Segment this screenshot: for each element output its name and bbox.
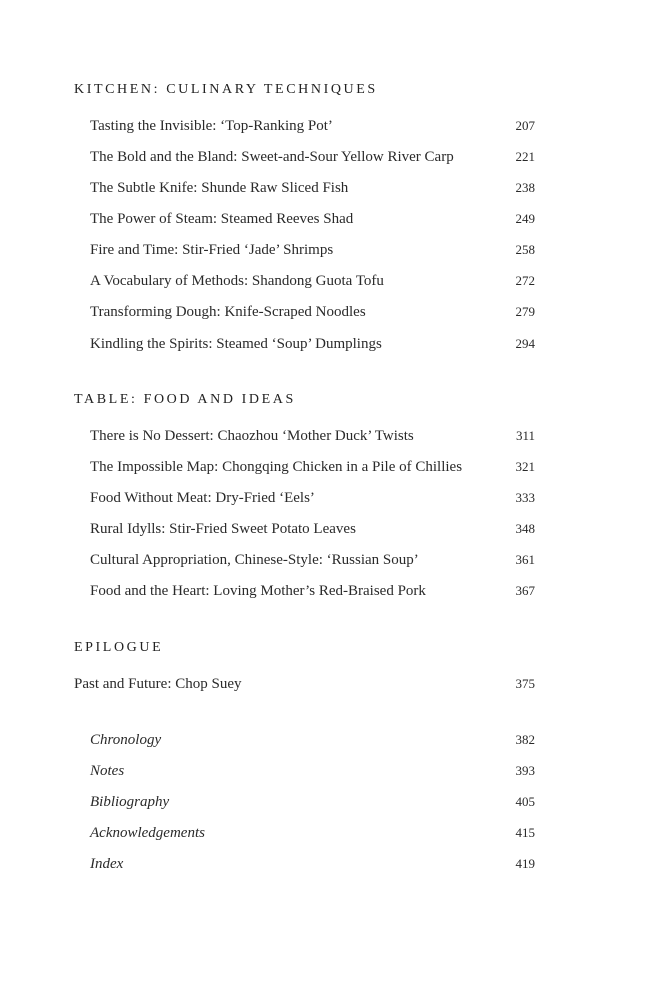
toc-entry-title: Cultural Appropriation, Chinese-Style: ‘Russian Soup’ [90,552,419,568]
toc-entry[interactable] [90,273,535,297]
toc-entry-page: 279 [515,304,535,319]
toc-entry[interactable] [90,583,535,607]
toc-entry[interactable] [90,149,535,173]
toc-entry-page: 207 [515,118,535,133]
toc-entry-title: The Bold and the Bland: Sweet-and-Sour Yellow River Carp [90,149,454,165]
toc-entry-title: The Subtle Knife: Shunde Raw Sliced Fish [90,180,349,196]
toc-entry-title: Tasting the Invisible: ‘Top-Ranking Pot’ [90,118,333,134]
toc-entry-title: The Power of Steam: Steamed Reeves Shad [90,211,354,227]
toc-entry-page: 238 [515,180,535,195]
toc-entry-title: A Vocabulary of Methods: Shandong Guota Tofu [90,273,384,289]
back-matter-entry[interactable] [90,825,535,849]
toc-entry-page: 375 [515,676,535,691]
toc-entry[interactable] [90,242,535,266]
toc-entry[interactable] [90,552,535,576]
back-matter-entry[interactable] [90,732,535,756]
toc-entry-page: 221 [515,149,535,164]
section-heading-table: TABLE: FOOD AND IDEAS [74,392,296,407]
toc-entry-title: Food Without Meat: Dry-Fried ‘Eels’ [90,490,315,506]
toc-entry-title: Rural Idylls: Stir-Fried Sweet Potato Leaves [90,521,356,537]
toc-entry-page: 321 [515,459,535,474]
toc-entry-page: 348 [515,521,535,536]
toc-entry[interactable] [90,180,535,204]
toc-entry[interactable] [90,490,535,514]
back-matter-page: 405 [515,794,535,809]
back-matter-entry[interactable] [90,794,535,818]
toc-entry[interactable] [90,521,535,545]
toc-entry-title: Food and the Heart: Loving Mother’s Red-Braised Pork [90,583,426,599]
back-matter-page: 419 [515,856,535,871]
section-heading-kitchen: KITCHEN: CULINARY TECHNIQUES [74,82,378,97]
toc-entry-page: 294 [515,336,535,351]
toc-entry-page: 361 [515,552,535,567]
back-matter-title: Notes [90,763,125,779]
back-matter-title: Chronology [90,732,162,748]
toc-entry[interactable] [74,676,535,700]
toc-entry[interactable] [90,428,535,452]
toc-entry-page: 333 [515,490,535,505]
toc-entry-page: 249 [515,211,535,226]
toc-entry-title: Fire and Time: Stir-Fried ‘Jade’ Shrimps [90,242,334,258]
toc-entry-page: 272 [515,273,535,288]
back-matter-page: 382 [515,732,535,747]
toc-entry[interactable] [90,304,535,328]
toc-entry-title: Past and Future: Chop Suey [74,676,242,692]
toc-entry[interactable] [90,336,535,360]
back-matter-page: 393 [515,763,535,778]
toc-entry-page: 367 [515,583,535,598]
toc-entry-page: 258 [515,242,535,257]
toc-entry[interactable] [90,211,535,235]
toc-entry-title: The Impossible Map: Chongqing Chicken in a Pile of Chillies [90,459,463,475]
toc-entry[interactable] [90,118,535,142]
toc-entry-page: 311 [515,428,535,443]
toc-entry[interactable] [90,459,535,483]
toc-entry-title: There is No Dessert: Chaozhou ‘Mother Duck’ Twists [90,428,414,444]
section-heading-epilogue: EPILOGUE [74,640,164,655]
toc-entry-title: Transforming Dough: Knife-Scraped Noodles [90,304,366,320]
back-matter-title: Index [90,856,124,872]
back-matter-title: Acknowledgements [90,825,205,841]
toc-entry-title: Kindling the Spirits: Steamed ‘Soup’ Dumplings [90,336,382,352]
back-matter-entry[interactable] [90,763,535,787]
back-matter-entry[interactable] [90,856,535,880]
back-matter-title: Bibliography [90,794,170,810]
back-matter-page: 415 [515,825,535,840]
